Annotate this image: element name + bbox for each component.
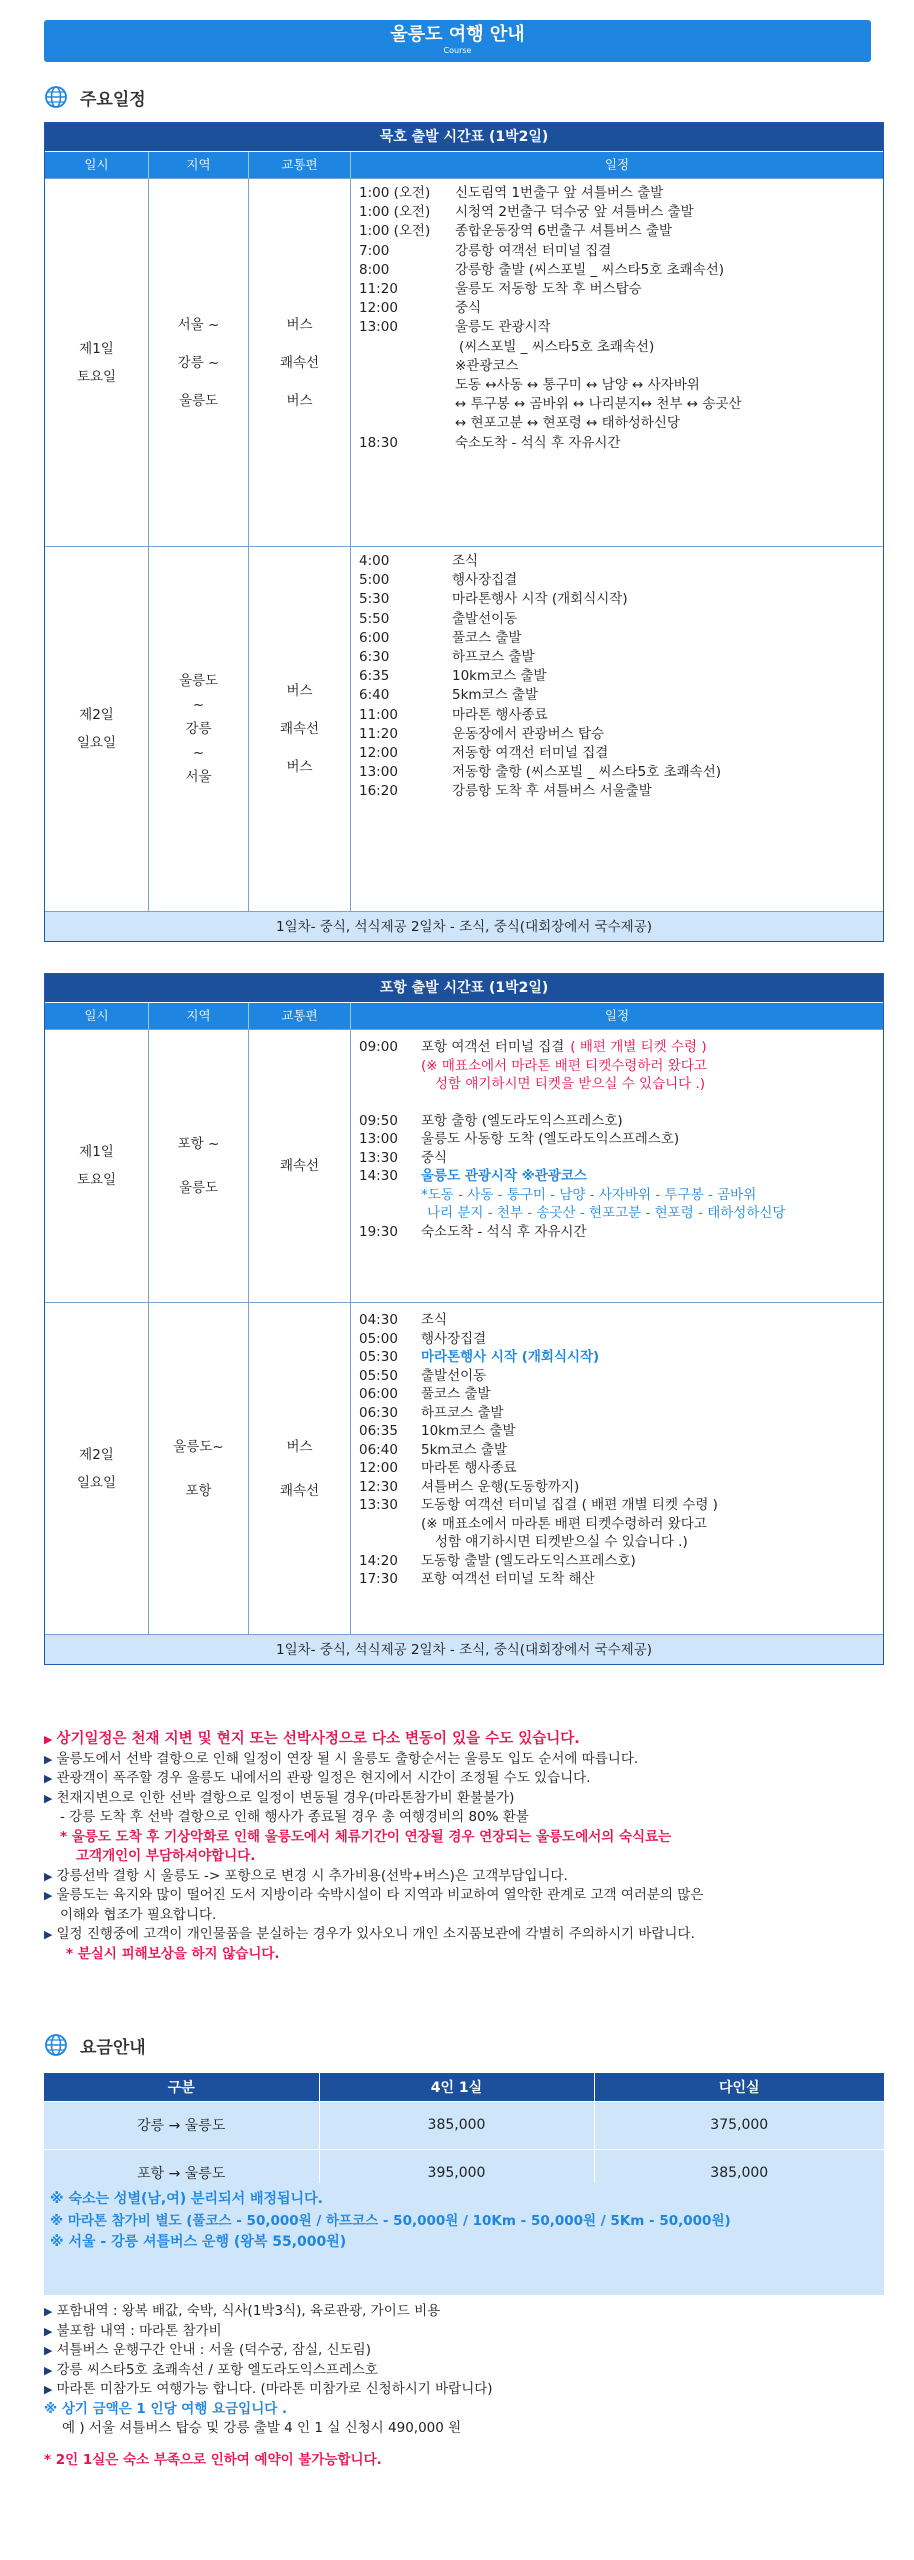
note-line: ▶ 천재지변으로 인한 선박 결항으로 일정이 변동될 경우(마라톤참가비 환불불가) [44, 1789, 515, 1806]
activity-label: 성함 얘기하시면 티켓받으실 수 있습니다 .) [435, 1534, 688, 1550]
itinerary-row [359, 1515, 883, 1534]
info-line: ▶ 강릉 씨스타5호 초쾌속선 / 포항 엘도라도익스프레스호 [44, 2361, 378, 2378]
transport-cell [249, 547, 351, 911]
time-label: 4:00 [359, 553, 390, 569]
itinerary-row [359, 1348, 883, 1367]
time-label [359, 1075, 421, 1094]
cell-line: 버스 [286, 683, 313, 699]
note-line: 고객개인이 부담하셔야합니다. [76, 1848, 256, 1864]
cell-line: 제2일 [79, 707, 114, 723]
time-label: 14:30 [359, 1168, 398, 1184]
activity-label: 울릉도 관광시작 [455, 319, 551, 336]
time-label: 1:00 (오전) [359, 185, 431, 201]
itinerary-row [359, 184, 883, 203]
cell-line: 포항 [185, 1482, 212, 1499]
itinerary-row [359, 1186, 883, 1205]
region-cell [149, 1030, 249, 1302]
activity-label: 운동장에서 관광버스 탑승 [452, 725, 605, 742]
itinerary-row [359, 686, 883, 705]
activity-label: *도동 - 사동 - 통구미 - 남양 - 사자바위 - 투구봉 - 곰바위 [421, 1186, 757, 1203]
route-cell: 강릉 → 울릉도 [44, 2101, 319, 2149]
itinerary-row [359, 414, 883, 433]
time-label: 12:30 [359, 1478, 398, 1495]
activity-label: 조식 [452, 553, 479, 569]
transport-text [280, 1152, 319, 1180]
transport-text [280, 1425, 319, 1513]
info-line: ▶ 셔틀버스 운행구간 안내 : 서울 (덕수궁, 잠실, 신도림) [44, 2342, 371, 2358]
info-line: * 2인 1실은 숙소 부족으로 인하여 예약이 불가능합니다. [44, 2451, 382, 2468]
transport-cell [249, 1303, 351, 1634]
itinerary-row [359, 725, 883, 744]
itinerary-row [359, 261, 883, 280]
activity-label: 시청역 2번출구 덕수궁 앞 셔틀버스 출발 [455, 204, 694, 221]
region-text [178, 306, 220, 420]
itinerary-row [359, 299, 883, 318]
banner-title: 울릉도 여행 안내 [390, 24, 525, 45]
time-label [359, 1186, 421, 1205]
cell-line: 포항 ~ [177, 1136, 220, 1152]
column-header: 교통편 [249, 152, 351, 178]
transport-text [280, 306, 319, 420]
price-note: ※ 숙소는 성별(남,여) 분리되서 배정됩니다. [50, 2191, 323, 2207]
transport-cell [249, 1030, 351, 1302]
activity-note: ( 배편 개별 티켓 수령 ) [570, 1039, 707, 1055]
activity-label: 저동항 여객선 터미널 집결 [452, 745, 609, 762]
itinerary-row [359, 590, 883, 609]
column-header: 구분 [44, 2073, 319, 2101]
time-label: 11:20 [359, 281, 398, 298]
activity-label: 저동항 출항 (씨스포빌 _ 씨스타5호 초쾌속선) [452, 764, 722, 781]
itinerary-row [359, 1552, 883, 1571]
itinerary-row [359, 1167, 883, 1186]
time-label: 12:00 [359, 745, 398, 762]
cell-line: 쾌속선 [279, 354, 320, 371]
cell-line: 토요일 [76, 1172, 117, 1188]
cell-line: 서울 ~ [177, 316, 220, 333]
transport-cell [249, 179, 351, 546]
note-line: * 울릉도 도착 후 기상악화로 인해 울릉도에서 체류기간이 연장될 경우 연장되는 울릉도에서의 숙식료는 [60, 1828, 672, 1845]
cell-line: 서울 [185, 769, 212, 785]
activity-label: 강릉항 도착 후 셔틀버스 서울출발 [452, 783, 652, 800]
mokho-schedule-table [44, 122, 884, 942]
time-label: 14:20 [359, 1552, 398, 1569]
page-banner [44, 20, 871, 62]
time-label [359, 338, 455, 357]
time-label: 13:30 [359, 1149, 398, 1166]
table-row [44, 2101, 884, 2149]
column-header: 다인실 [594, 2073, 884, 2101]
itinerary-row [359, 763, 883, 782]
triangle-bullet-icon: ▶ [44, 2324, 53, 2338]
cell-line: 제2일 [79, 1446, 114, 1463]
date-cell [45, 1030, 149, 1302]
itinerary-row [359, 357, 883, 376]
itinerary-row [359, 552, 883, 571]
time-label [359, 395, 455, 414]
cell-line: 버스 [286, 759, 313, 775]
time-label: 12:00 [359, 300, 398, 317]
section-schedule-heading [44, 82, 146, 112]
cell-line: 제1일 [79, 1144, 114, 1160]
column-header: 일시 [45, 152, 149, 178]
globe-icon [44, 2033, 68, 2057]
itinerary-row [359, 1459, 883, 1478]
region-cell [149, 179, 249, 546]
cell-line: ~ [192, 697, 205, 713]
activity-label: 마라톤행사 시작 (개회식시작) [452, 591, 628, 608]
cell-line: 버스 [286, 316, 313, 333]
activity-label: 포항 여객선 터미널 집결 [421, 1039, 565, 1055]
activity-label: 하프코스 출발 [452, 649, 535, 666]
itinerary-row [359, 1057, 883, 1076]
activity-label: 나리 분지 - 천부 - 송곳산 - 현포고분 - 현포령 - 태하성하신당 [427, 1205, 786, 1221]
activity-label: 성함 얘기하시면 티켓을 받으실 수 있습니다 .) [435, 1076, 706, 1092]
itinerary-row [359, 1496, 883, 1515]
time-label: 09:50 [359, 1112, 398, 1129]
activity-label: 울릉도 사동항 도착 (엘도라도익스프레스호) [421, 1131, 680, 1147]
day-row [45, 546, 883, 911]
time-label: 6:35 [359, 668, 390, 685]
date-text [77, 1441, 116, 1497]
table-footer: 1일차- 중식, 석식제공 2일차 - 조식, 중식(대회장에서 국수제공) [45, 1634, 883, 1664]
triangle-bullet-icon: ▶ [44, 1928, 53, 1941]
activity-label: ↔ 현포고분 ↔ 현포령 ↔ 태하성하신당 [455, 415, 680, 432]
region-text [173, 1425, 223, 1513]
itinerary-row [359, 1385, 883, 1404]
time-label: 5:50 [359, 610, 390, 627]
date-text [77, 1138, 116, 1194]
itinerary-row [359, 1149, 883, 1168]
activity-label: 마라톤행사 시작 (개회식시작) [421, 1349, 600, 1365]
cell-line: 쾌속선 [279, 1482, 320, 1499]
time-label: 13:00 [359, 319, 398, 336]
activity-label: ↔ 투구봉 ↔ 곰바위 ↔ 나리분지↔ 천부 ↔ 송곳산 [455, 396, 742, 413]
time-label [359, 376, 455, 395]
time-label: 05:30 [359, 1349, 398, 1365]
info-line: ▶ 불포함 내역 : 마라톤 참가비 [44, 2322, 222, 2339]
cell-line: 버스 [286, 392, 313, 409]
activity-label: 종합운동장역 6번출구 셔틀버스 출발 [455, 223, 673, 240]
activity-label: 5km코스 출발 [452, 687, 539, 704]
time-label [359, 1057, 421, 1076]
activity-label: 도동항 여객선 터미널 집결 ( 배편 개별 티켓 수령 ) [421, 1497, 718, 1513]
itinerary-row [359, 667, 883, 686]
time-label: 05:50 [359, 1367, 398, 1384]
date-text [77, 335, 116, 391]
activity-label: 행사장집결 [421, 1330, 487, 1347]
time-label: 5:00 [359, 572, 390, 589]
note-line: - 강릉 도착 후 선박 결항으로 인해 행사가 종료될 경우 총 여행경비의 80% 환불 [60, 1809, 529, 1825]
note-line: ▶ 울릉도에서 선박 결항으로 인해 일정이 연장 될 시 울릉도 출항순서는 울릉도 입도 순서에 따릅니다. [44, 1750, 639, 1767]
itinerary-row [359, 1441, 883, 1460]
time-label: 19:30 [359, 1223, 398, 1240]
date-cell [45, 547, 149, 911]
cell-line: 쾌속선 [279, 1158, 320, 1174]
itinerary-row [359, 338, 883, 357]
itinerary-row [359, 318, 883, 337]
table-title: 포항 출발 시간표 (1박2일) [45, 974, 883, 1003]
price-note: ※ 마라톤 참가비 별도 (풀코스 - 50,000원 / 하프코스 - 50,000원 / 10Km - 50,000원 / 5Km - 50,000원) [50, 2212, 731, 2229]
itinerary-cell [351, 1303, 883, 1634]
route-cell: 포항 → 울릉도 [44, 2149, 319, 2197]
time-label: 06:30 [359, 1404, 398, 1421]
activity-label: (※ 매표소에서 마라톤 배편 티켓수령하러 왔다고 [421, 1057, 707, 1074]
itinerary-row [359, 1311, 883, 1330]
pohang-schedule-table [44, 973, 884, 1665]
itinerary-row [359, 1478, 883, 1497]
note-line: ▶ 일정 진행중에 고객이 개인물품을 분실하는 경우가 있사오니 개인 소지품보관에 각별히 주의하시기 바랍니다. [44, 1926, 695, 1942]
time-label [359, 414, 455, 433]
itinerary-row [359, 1075, 883, 1094]
time-label: 18:30 [359, 434, 398, 451]
activity-label: 하프코스 출발 [421, 1404, 504, 1421]
activity-label: 풀코스 출발 [421, 1386, 491, 1402]
section-price-heading [44, 2030, 146, 2060]
info-line: ▶ 마라톤 미참가도 여행가능 합니다. (마라톤 미참가로 신청하시기 바랍니다) [44, 2381, 493, 2397]
note-line: ▶ 강릉선박 결항 시 울릉도 -> 포항으로 변경 시 추가비용(선박+버스)은 고객부담입니다. [44, 1867, 568, 1884]
price-table [44, 2073, 884, 2197]
itinerary-row [359, 1204, 883, 1223]
triangle-bullet-icon: ▶ [44, 1733, 53, 1746]
info-line: ▶ 포함내역 : 왕복 배값, 숙박, 식사(1박3식), 육로관광, 가이드 비용 [44, 2303, 441, 2319]
region-cell [149, 547, 249, 911]
triangle-bullet-icon: ▶ [44, 1791, 53, 1805]
activity-label: 중식 [421, 1149, 448, 1166]
cell-line: 버스 [286, 1438, 313, 1455]
itinerary-row [359, 744, 883, 763]
itinerary-row [359, 648, 883, 667]
cell-line: 일요일 [76, 735, 117, 751]
time-label: 6:30 [359, 649, 390, 666]
itinerary-row [359, 280, 883, 299]
activity-label: 울릉도 저동항 도착 후 버스탑승 [455, 281, 642, 298]
activity-label: 셔틀버스 운행(도동항까지) [421, 1478, 580, 1495]
activity-label: 10km코스 출발 [452, 668, 547, 685]
time-label: 04:30 [359, 1312, 398, 1328]
time-label [359, 1204, 421, 1223]
cell-line: 토요일 [76, 368, 117, 385]
itinerary-row [359, 242, 883, 261]
activity-label: 강릉항 출발 (씨스포빌 _ 씨스타5호 초쾌속선) [455, 261, 725, 278]
price-note: ※ 서울 - 강릉 셔틀버스 운행 (왕복 55,000원) [50, 2234, 347, 2250]
time-label: 11:00 [359, 706, 398, 723]
section-title: 요금안내 [80, 2037, 146, 2058]
time-label [359, 357, 455, 376]
date-cell [45, 1303, 149, 1634]
itinerary-row [359, 1038, 883, 1057]
column-header: 교통편 [249, 1003, 351, 1029]
itinerary-row [359, 1112, 883, 1131]
activity-label: 포항 출항 (엘도라도익스프레스호) [421, 1112, 623, 1129]
triangle-bullet-icon: ▶ [44, 2363, 53, 2377]
itinerary-row [359, 1330, 883, 1349]
triangle-bullet-icon: ▶ [44, 1889, 53, 1902]
price-notes-box [44, 2183, 884, 2295]
activity-label: (씨스포빌 _ 씨스타5호 초쾌속선) [459, 338, 655, 355]
itinerary-row [359, 629, 883, 648]
day-row [45, 178, 883, 546]
activity-label: 강릉항 여객선 터미널 집결 [455, 242, 612, 259]
banner-subtitle: Course [443, 46, 472, 55]
cell-line: 쾌속선 [279, 721, 320, 737]
activity-label: 5km코스 출발 [421, 1441, 508, 1458]
region-text [178, 1122, 220, 1210]
itinerary-row [359, 1094, 883, 1112]
itinerary-row [359, 1404, 883, 1423]
itinerary-row [359, 395, 883, 414]
activity-label: 출발선이동 [421, 1367, 487, 1384]
time-label: 13:00 [359, 1131, 398, 1147]
itinerary-row [359, 571, 883, 590]
note-line: ▶ 상기일정은 천재 지변 및 현지 또는 선박사정으로 다소 변동이 있을 수도 있습니다. [44, 1731, 580, 1747]
activity-label: 출발선이동 [452, 610, 518, 627]
triangle-bullet-icon: ▶ [44, 2305, 53, 2318]
region-cell [149, 1303, 249, 1634]
itinerary-row [359, 1367, 883, 1386]
time-label: 11:20 [359, 725, 398, 742]
cell-line: 제1일 [79, 340, 114, 357]
info-line: 예 ) 서울 셔틀버스 탑승 및 강릉 출발 4 인 1 실 신청시 490,000 원 [62, 2420, 462, 2436]
cell-line: 울릉도 [178, 392, 219, 409]
itinerary-row [359, 1533, 883, 1552]
note-line: 이해와 협조가 필요합니다. [60, 1906, 217, 1923]
info-line: ※ 상기 금액은 1 인당 여행 요금입니다 . [44, 2400, 288, 2417]
time-label: 12:00 [359, 1460, 398, 1476]
activity-label: ※관광코스 [455, 357, 519, 374]
globe-icon [44, 85, 68, 109]
cell-line: 일요일 [76, 1474, 117, 1491]
time-label: 6:40 [359, 687, 390, 704]
time-label [359, 1533, 421, 1552]
activity-label: 풀코스 출발 [452, 629, 522, 646]
schedule-notes [44, 1730, 884, 1964]
activity-label: 포항 여객선 터미널 도착 해산 [421, 1571, 595, 1587]
triangle-bullet-icon: ▶ [44, 1869, 53, 1883]
cell-line: 울릉도~ [173, 1438, 224, 1455]
column-header: 4인 1실 [319, 2073, 594, 2101]
activity-label: 마라톤 행사종료 [421, 1460, 517, 1476]
cell-line: 강릉 ~ [177, 354, 220, 371]
activity-label: 조식 [421, 1312, 448, 1328]
time-label: 13:00 [359, 764, 398, 781]
triangle-bullet-icon: ▶ [44, 2383, 53, 2396]
triangle-bullet-icon: ▶ [44, 2344, 53, 2357]
itinerary-cell [351, 179, 883, 546]
itinerary-cell [351, 1030, 883, 1302]
cell-line: 울릉도 [178, 1180, 219, 1196]
price-info [44, 2302, 884, 2470]
activity-label: 10km코스 출발 [421, 1423, 516, 1439]
time-label [359, 1515, 421, 1534]
time-label: 1:00 (오전) [359, 204, 431, 221]
activity-label: 숙소도착 - 석식 후 자유시간 [455, 434, 621, 451]
time-label: 17:30 [359, 1571, 398, 1587]
section-title: 주요일정 [80, 89, 146, 110]
price-cell: 375,000 [594, 2101, 884, 2149]
time-label: 06:40 [359, 1441, 398, 1458]
time-label: 09:00 [359, 1039, 398, 1055]
price-cell: 395,000 [319, 2149, 594, 2197]
day-row [45, 1302, 883, 1634]
time-label: 06:35 [359, 1423, 398, 1439]
column-header: 일시 [45, 1003, 149, 1029]
time-label: 1:00 (오전) [359, 223, 431, 240]
time-label [359, 1094, 421, 1112]
activity-label: 도동 ↔사동 ↔ 통구미 ↔ 남양 ↔ 사자바위 [455, 377, 700, 394]
date-cell [45, 179, 149, 546]
table-title: 묵호 출발 시간표 (1박2일) [45, 123, 883, 152]
price-cell: 385,000 [319, 2101, 594, 2149]
note-line: * 분실시 피해보상을 하지 않습니다. [66, 1945, 280, 1962]
itinerary-row [359, 706, 883, 725]
time-label: 06:00 [359, 1386, 398, 1402]
activity-label: 마라톤 행사종료 [452, 706, 548, 723]
time-label: 6:00 [359, 629, 390, 646]
activity-label: 행사장집결 [452, 572, 518, 589]
triangle-bullet-icon: ▶ [44, 1752, 53, 1766]
activity-label: 도동항 출발 (엘도라도익스프레스호) [421, 1552, 636, 1569]
activity-label: 중식 [455, 300, 482, 317]
note-line: ▶ 울릉도는 육지와 많이 떨어진 도서 지방이라 숙박시설이 타 지역과 비교하여 열악한 관계로 고객 여러분의 많은 [44, 1887, 704, 1903]
triangle-bullet-icon: ▶ [44, 1772, 53, 1785]
itinerary-row [359, 782, 883, 801]
cell-line: 울릉도 [178, 673, 219, 689]
activity-label: (※ 매표소에서 마라톤 배편 티켓수령하러 왔다고 [421, 1515, 707, 1532]
time-label: 13:30 [359, 1497, 398, 1513]
price-cell: 385,000 [594, 2149, 884, 2197]
activity-label: 울릉도 관광시작 ※관광코스 [421, 1168, 587, 1184]
table-footer: 1일차- 중식, 석식제공 2일차 - 조식, 중식(대회장에서 국수제공) [45, 911, 883, 941]
table-header-row [45, 152, 883, 178]
itinerary-row [359, 610, 883, 629]
column-header: 일정 [604, 1008, 630, 1023]
column-header: 지역 [149, 1003, 249, 1029]
table-header-row [45, 1003, 883, 1029]
itinerary-row [359, 434, 883, 453]
itinerary-row [359, 222, 883, 241]
activity-label: 숙소도착 - 석식 후 자유시간 [421, 1223, 587, 1240]
itinerary-row [359, 1130, 883, 1149]
itinerary-row [359, 1422, 883, 1441]
table-header-row [44, 2073, 884, 2101]
itinerary-row [359, 376, 883, 395]
activity-label: 신도림역 1번출구 앞 셔틀버스 출발 [455, 185, 664, 201]
column-header: 지역 [149, 152, 249, 178]
cell-line: ~ [192, 745, 205, 761]
time-label: 8:00 [359, 261, 390, 278]
transport-text [280, 672, 319, 786]
itinerary-row [359, 1223, 883, 1242]
itinerary-cell [351, 547, 883, 911]
cell-line: 강릉 [185, 721, 212, 737]
time-label: 16:20 [359, 783, 398, 800]
time-label: 7:00 [359, 242, 390, 259]
note-line: ▶ 관광객이 폭주할 경우 울릉도 내에서의 관광 일정은 현지에서 시간이 조정될 수도 있습니다. [44, 1770, 591, 1786]
date-text [77, 701, 116, 757]
day-row [45, 1029, 883, 1302]
itinerary-row [359, 1570, 883, 1589]
itinerary-row [359, 203, 883, 222]
time-label: 05:00 [359, 1330, 398, 1347]
time-label: 5:30 [359, 591, 390, 608]
column-header: 일정 [604, 157, 630, 172]
region-text [179, 669, 218, 789]
